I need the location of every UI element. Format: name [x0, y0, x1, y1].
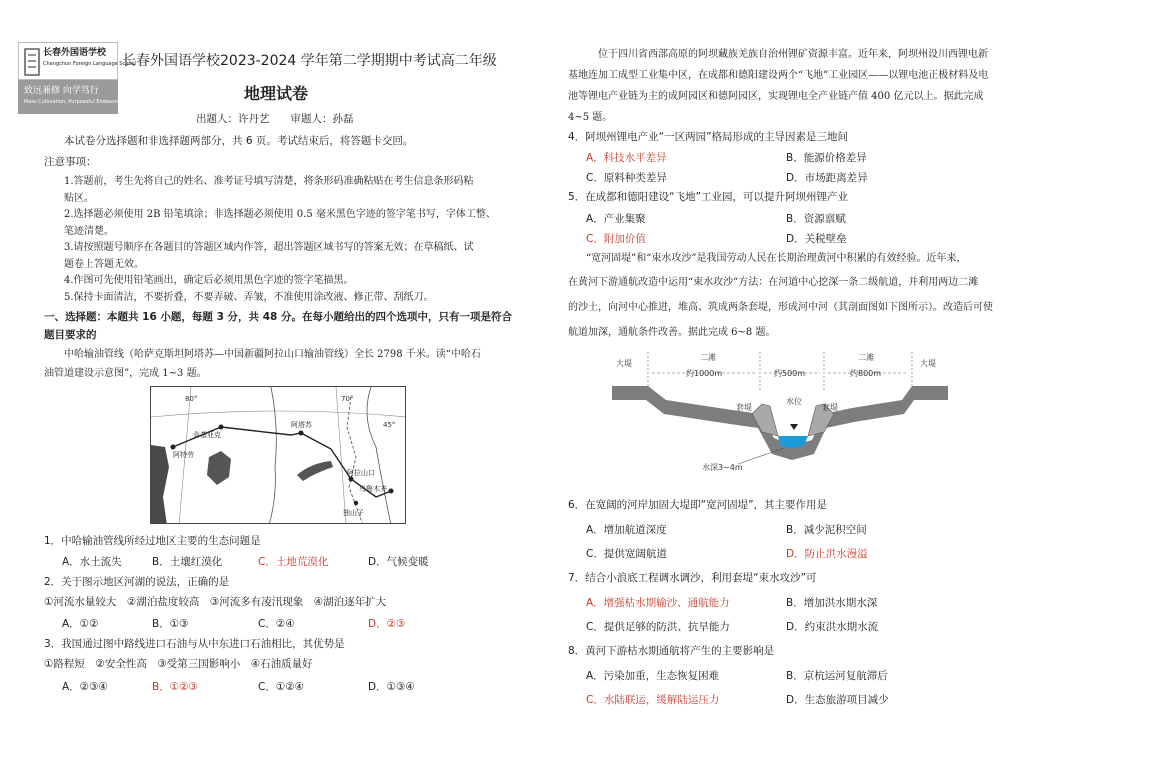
q3-option-d[interactable]: D．①③④ — [368, 681, 415, 693]
q7-option-c[interactable]: C．提供足够的防洪、抗旱能力 — [586, 621, 730, 633]
passage-3-line3: 的沙土，向河中心推进，堆高、筑成两条套堤，形成河中河（其剖面图如下图所示）。改造后可使 — [568, 302, 993, 313]
q2-option-d[interactable]: D．②③ — [368, 618, 406, 630]
beach-left-label: 二滩 — [700, 353, 716, 362]
levee-left-label: 大堤 — [616, 359, 632, 368]
note-3a: 3.请按照题号顺序在各题目的答题区域内作答，超出答题区域书写的答案无效；在草稿纸、试 — [64, 242, 474, 253]
page-title: 地理试卷 — [244, 84, 309, 103]
note-1b: 贴区。 — [64, 193, 94, 204]
q4-option-a[interactable]: A．科技水平差异 — [586, 152, 667, 164]
place-atyrau: 阿特劳 — [173, 451, 194, 459]
emblem-icon — [23, 47, 41, 77]
q1-option-b[interactable]: B．土壤红漠化 — [152, 556, 223, 568]
q7-option-b[interactable]: B．增加洪水期水深 — [786, 597, 878, 609]
lon-label-80: 80° — [185, 395, 198, 403]
note-4: 4.作图可先使用铅笔画出，确定后必须用黑色字迹的签字笔描黑。 — [64, 275, 354, 286]
q7-option-a[interactable]: A．增强枯水期输沙、通航能力 — [586, 597, 730, 609]
q7-stem: 7．结合小浪底工程调水调沙，利用套堤“束水攻沙”可 — [568, 572, 817, 584]
logo-motto-en: Mass Cultivation, Purposeful Endeavor — [24, 99, 121, 105]
q4-option-c[interactable]: C．原料种类差异 — [586, 172, 667, 184]
levee-right-label: 大堤 — [920, 359, 936, 368]
pipeline-map — [150, 386, 406, 524]
q8-option-d[interactable]: D．生态旅游项目减少 — [786, 694, 889, 706]
passage-3-line2: 在黄河下游通航改造中运用“束水攻沙”方法：在河道中心挖深一条二级航道，并利用两边二滩 — [568, 277, 979, 288]
balkhash-lake — [297, 461, 333, 481]
q6-option-d[interactable]: D．防止洪水漫溢 — [786, 548, 868, 560]
q8-option-a[interactable]: A．污染加重，生态恢复困难 — [586, 670, 720, 682]
width-3-label: 约800m — [850, 369, 882, 378]
q6-option-b[interactable]: B．减少泥积空间 — [786, 524, 867, 536]
aral-sea — [207, 451, 231, 485]
authors: 出题人：许丹艺 审题人：孙磊 — [196, 113, 354, 125]
exam-header: 长春外国语学校2023-2024 学年第二学期期中考试高二年级 — [122, 53, 497, 69]
q2-stem: 2．关于图示地区河湖的说法，正确的是 — [44, 576, 230, 588]
dike-right-label: 套堤 — [822, 403, 838, 412]
map-graphic — [151, 387, 406, 524]
riverbed — [612, 386, 948, 460]
passage-2-line3: 池等锂电产业链为主的成阿园区和德阿园区，实现锂电全产业链产值 400 亿元以上。据此完成 — [568, 91, 984, 102]
q4-option-b[interactable]: B．能源价格差异 — [786, 152, 867, 164]
place-urumqi: 乌鲁木齐 — [359, 485, 387, 493]
q3-option-c[interactable]: C．①②④ — [258, 681, 305, 693]
q8-option-b[interactable]: B．京杭运河复航滞后 — [786, 670, 888, 682]
section-title-a: 一、选择题：本题共 16 小题，每题 3 分，共 48 分。在每小题给出的四个选项中，只有一项是符合 — [44, 311, 512, 323]
note-1a: 1.答题前，考生先将自己的姓名、准考证号填写清楚，将条形码准确粘贴在考生信息条形码粘 — [64, 176, 474, 187]
passage-2-line1: 位于四川省西部高原的阿坝藏族羌族自治州锂矿资源丰富。近年来，阿坝州设川西锂电新 — [598, 49, 988, 60]
caspian-sea — [151, 445, 169, 524]
width-1-label: 约1000m — [686, 369, 723, 378]
q5-stem: 5．在成都和德阳建设“飞地”工业园，可以提升阿坝州锂产业 — [568, 191, 849, 203]
q5-option-d[interactable]: D．关税壁垒 — [786, 233, 847, 245]
q1-option-d[interactable]: D．气候变暖 — [368, 556, 429, 568]
beach-right-label: 二滩 — [858, 353, 874, 362]
q5-option-b[interactable]: B．资源禀赋 — [786, 213, 846, 225]
q7-option-d[interactable]: D．约束洪水期水流 — [786, 621, 879, 633]
q4-stem: 4．阿坝州锂电产业“一区两园”格局形成的主导因素是三地间 — [568, 131, 849, 143]
passage-2-line4: 4~5 题。 — [568, 112, 613, 123]
depth-label: 水深3~4m — [702, 463, 743, 472]
intro-line: 本试卷分选择题和非选择题两部分，共 6 页。考试结束后，将答题卡交回。 — [64, 135, 414, 147]
q3-option-b[interactable]: B．①②③ — [152, 681, 198, 693]
cross-section-graphic — [612, 348, 948, 480]
note-5: 5.保持卡面清洁，不要折叠，不要弄破、弄皱，不准使用涂改液、修正带、刮纸刀。 — [64, 292, 434, 303]
passage-1a: 中哈输油管线（哈萨克斯坦阿塔苏—中国新疆阿拉山口输油管线）全长 2798 千米。读“中哈石 — [64, 349, 481, 360]
q1-stem: 1．中哈输油管线所经过地区主要的生态问题是 — [44, 535, 261, 547]
q6-stem: 6．在宽阔的河岸加固大堤即“宽河固堤”，其主要作用是 — [568, 499, 828, 511]
logo-motto: 致远兼修 向学笃行 — [24, 86, 99, 96]
q2-option-a[interactable]: A．①② — [62, 618, 99, 630]
q3-sub: ①路程短 ②安全性高 ③受第三国影响小 ④石油质量好 — [44, 658, 313, 670]
place-alashankou: 阿拉山口 — [347, 469, 375, 477]
dike-left-label: 套堤 — [736, 403, 752, 412]
q8-stem: 8．黄河下游枯水期通航将产生的主要影响是 — [568, 645, 775, 657]
q4-option-d[interactable]: D．市场距离差异 — [786, 172, 868, 184]
note-2b: 笔迹清楚。 — [64, 226, 114, 237]
water-level-label: 水位 — [786, 397, 802, 406]
passage-1b: 油管道建设示意图”，完成 1~3 题。 — [44, 368, 207, 379]
q5-option-c[interactable]: C．附加价值 — [586, 233, 646, 245]
school-logo — [18, 42, 136, 114]
q2-option-c[interactable]: C．②④ — [258, 618, 295, 630]
q2-option-b[interactable]: B．①③ — [152, 618, 189, 630]
dike-left — [752, 404, 778, 436]
width-2-label: 约500m — [774, 369, 806, 378]
note-3b: 题卷上答题无效。 — [64, 259, 144, 270]
lat-label-45: 45° — [383, 421, 396, 429]
q8-option-c[interactable]: C．水陆联运，缓解陆运压力 — [586, 694, 720, 706]
river-cross-section — [612, 348, 948, 480]
passage-3-line1: “宽河固堤”和“束水攻沙”是我国劳动人民在长期治理黄河中积累的有效经验。近年来， — [586, 253, 967, 264]
place-dushanzi: 独山子 — [343, 509, 364, 517]
q1-option-c[interactable]: C．土地荒漠化 — [258, 556, 329, 568]
section-title-b: 题目要求的 — [44, 329, 97, 341]
notice-title: 注意事项： — [44, 156, 97, 168]
logo-motto-band — [18, 80, 121, 114]
passage-3-line4: 航道加深，通航条件改善。据此完成 6~8 题。 — [568, 327, 776, 338]
logo-cn: 长春外国语学校 — [43, 48, 107, 58]
lon-label-70: 70° — [341, 395, 354, 403]
q3-stem: 3．我国通过图中路线进口石油与从中东进口石油相比，其优势是 — [44, 638, 345, 650]
note-2a: 2.选择题必须使用 2B 铅笔填涂；非选择题必须使用 0.5 毫米黑色字迹的签字笔书写，字体工整、 — [64, 209, 496, 220]
q6-option-c[interactable]: C．提供宽阔航道 — [586, 548, 667, 560]
q5-option-a[interactable]: A．产业集聚 — [586, 213, 646, 225]
q2-sub: ①河流水量较大 ②湖泊盐度较高 ③河流多有凌汛现象 ④湖泊逐年扩大 — [44, 596, 387, 608]
water-level-marker — [790, 424, 798, 430]
logo-top — [18, 42, 136, 80]
q3-option-a[interactable]: A．②③④ — [62, 681, 108, 693]
q1-option-a[interactable]: A．水土流失 — [62, 556, 122, 568]
passage-2-line2: 基地连加工成型工业集中区，在成都和德阳建设两个“飞地”工业园区——以锂电池正极材料及电 — [568, 70, 989, 81]
place-atasu: 阿塔苏 — [291, 421, 312, 429]
logo-en: Changchun Foreign Language School — [43, 61, 136, 67]
place-kenkiyak: 肯基亚克 — [193, 431, 221, 439]
q6-option-a[interactable]: A．增加航道深度 — [586, 524, 667, 536]
